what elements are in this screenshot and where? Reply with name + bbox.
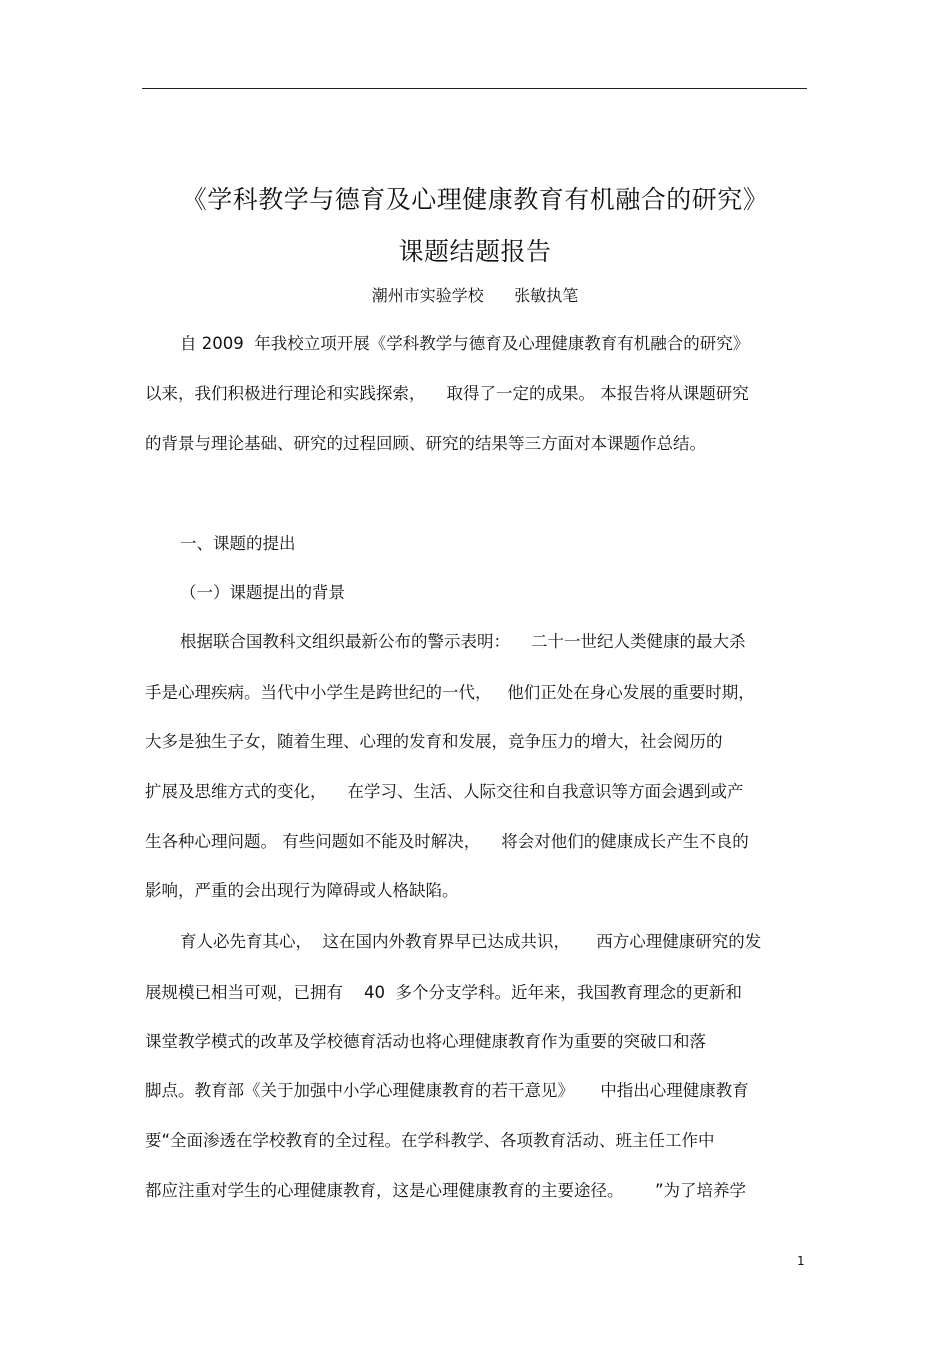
intro-line: 的背景与理论基础、研究的过程回顾、研究的结果等三方面对本课题作总结。 bbox=[145, 434, 706, 453]
paragraph-line: 根据联合国教科文组织最新公布的警示表明： 二十一世纪人类健康的最大杀 bbox=[180, 632, 746, 651]
paragraph-line: 生各种心理问题。 有些问题如不能及时解决， 将会对他们的健康成长产生不良的 bbox=[145, 832, 749, 851]
paragraph-line: 大多是独生子女，随着生理、心理的发育和发展，竞争压力的增大，社会阅历的 bbox=[145, 732, 723, 751]
report-subtitle: 课题结题报告 bbox=[398, 237, 552, 266]
subsection-heading: （一）课题提出的背景 bbox=[180, 583, 345, 602]
header-rule bbox=[142, 88, 807, 89]
paragraph-line: 手是心理疾病。当代中小学生是跨世纪的一代， 他们正处在身心发展的重要时期， bbox=[145, 683, 755, 702]
paragraph-line: 展规模已相当可观，已拥有 40 多个分支学科。近年来，我国教育理念的更新和 bbox=[145, 983, 742, 1002]
paragraph-line: 都应注重对学生的心理健康教育，这是心理健康教育的主要途径。 ”为了培养学 bbox=[145, 1181, 747, 1200]
author-line: 潮州市实验学校 张敏执笔 bbox=[371, 286, 579, 305]
paragraph-line: 育人必先育其心， 这在国内外教育界早已达成共识， 西方心理健康研究的发 bbox=[180, 932, 762, 951]
paragraph-line: 扩展及思维方式的变化， 在学习、生活、人际交往和自我意识等方面会遇到或产 bbox=[145, 782, 744, 801]
paragraph-line: 要“全面渗透在学校教育的全过程。在学科教学、各项教育活动、班主任工作中 bbox=[145, 1131, 715, 1150]
paragraph-line: 课堂教学模式的改革及学校德育活动也将心理健康教育作为重要的突破口和落 bbox=[145, 1032, 706, 1051]
intro-line: 以来，我们积极进行理论和实践探索， 取得了一定的成果。 本报告将从课题研究 bbox=[145, 384, 749, 403]
section-heading: 一、课题的提出 bbox=[180, 534, 296, 553]
paragraph-line: 影响，严重的会出现行为障碍或人格缺陷。 bbox=[145, 881, 459, 900]
report-title: 《学科教学与德育及心理健康教育有机融合的研究》 bbox=[181, 185, 769, 214]
intro-line: 自 2009 年我校立项开展《学科教学与德育及心理健康教育有机融合的研究》 bbox=[180, 334, 750, 353]
paragraph-line: 脚点。教育部《关于加强中小学心理健康教育的若干意见》 中指出心理健康教育 bbox=[145, 1081, 749, 1100]
page-number: 1 bbox=[797, 1254, 805, 1268]
